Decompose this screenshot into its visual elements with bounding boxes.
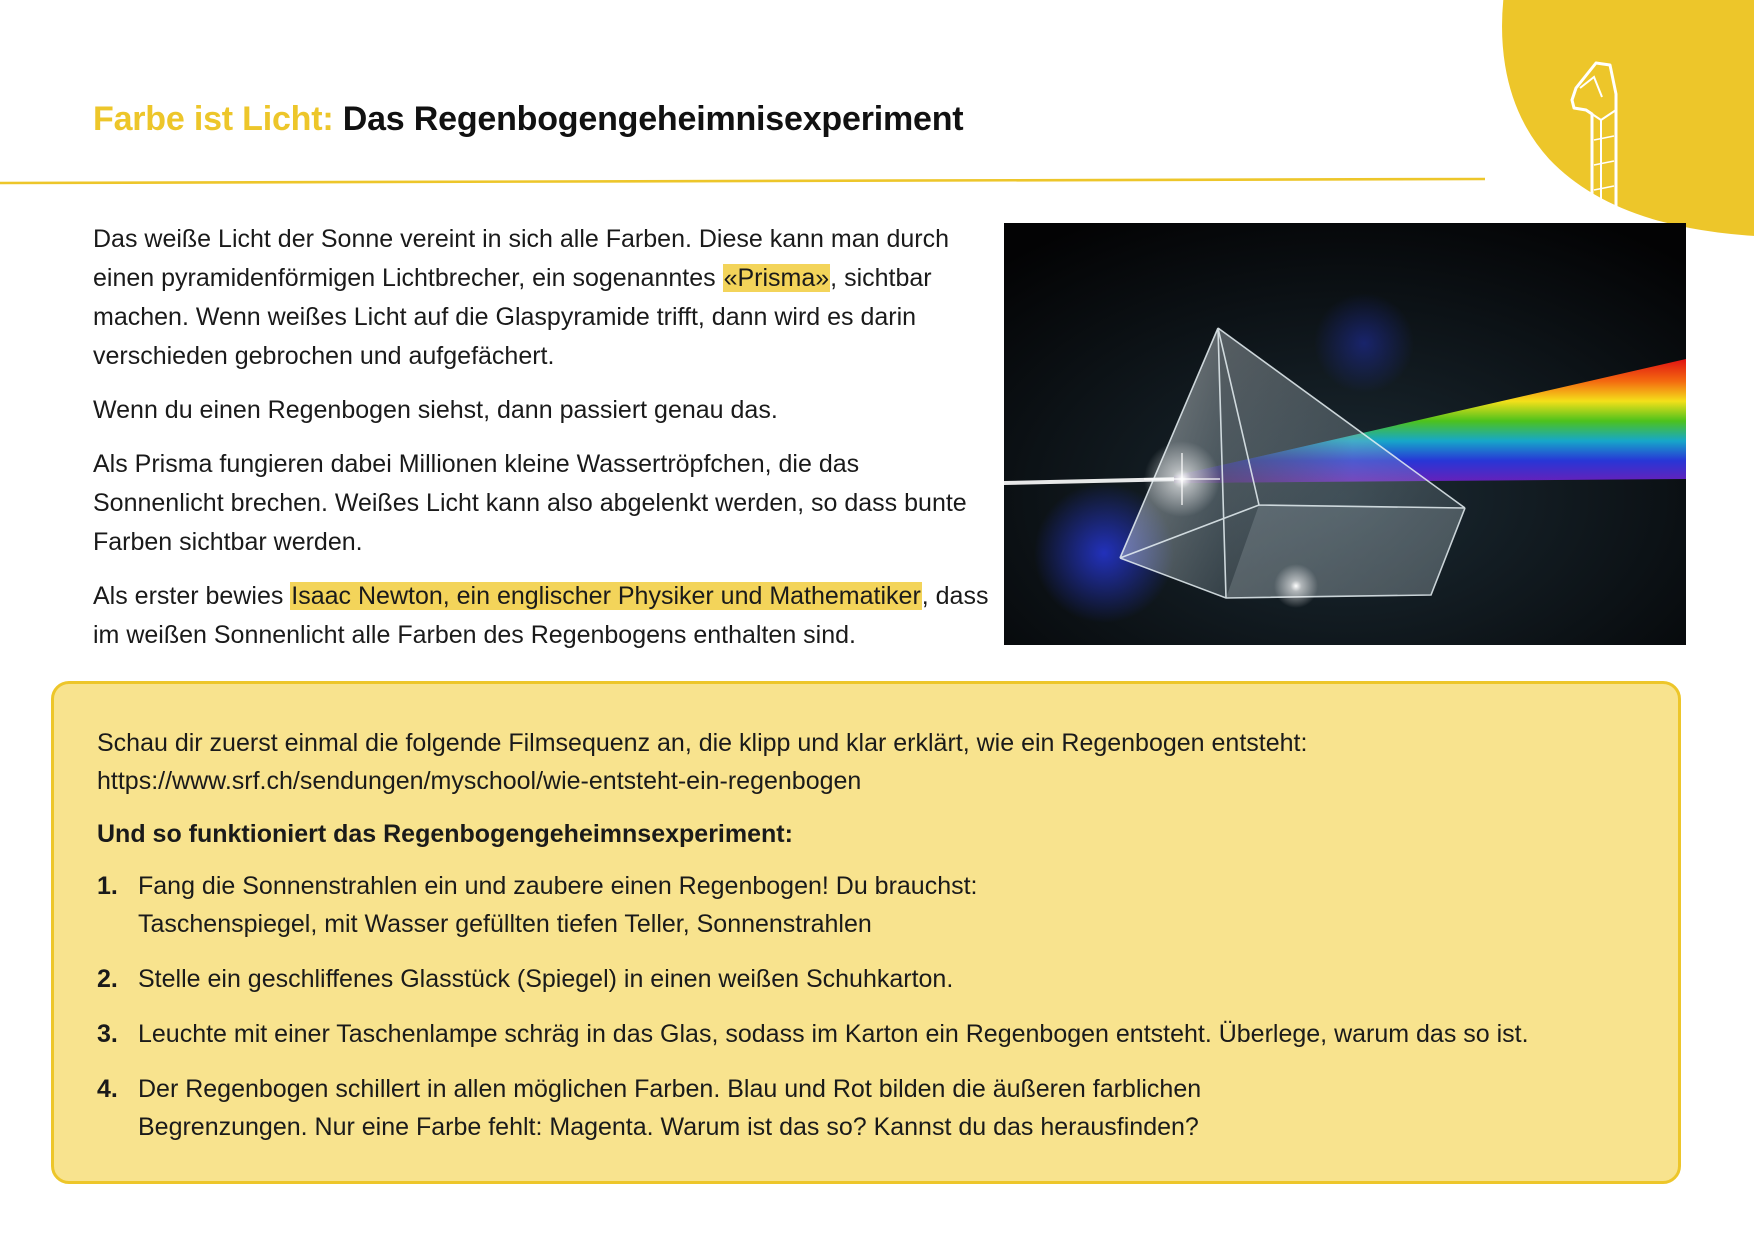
- step-text-line2: Taschenspiegel, mit Wasser gefüllten tiefen Teller, Sonnenstrahlen: [138, 910, 872, 938]
- prisma-highlight: «Prisma»: [723, 264, 830, 292]
- step-number: 2.: [97, 965, 118, 993]
- step-text: Der Regenbogen schillert in allen möglichen Farben. Blau und Rot bilden die äußeren farblichen: [138, 1075, 1202, 1103]
- intro-paragraph-4: Als erster bewies Isaac Newton, ein englischer Physiker und Mathematiker, dass im weißen Sonnenlicht alle Farben des Regenbogens enthalten sind.: [93, 582, 989, 649]
- intro-paragraph-1: Das weiße Licht der Sonne vereint in sich alle Farben. Diese kann man durch einen pyramidenförmigen Lichtbrecher, ein sogenanntes «Prisma», sichtbar machen. Wenn weißes Licht auf die Glaspyramide trifft, dann wird es darin verschieden gebrochen und aufgefächert.: [93, 225, 949, 370]
- step-text-line2: Begrenzungen. Nur eine Farbe fehlt: Magenta. Warum ist das so? Kannst du das herausfinden?: [138, 1113, 1199, 1141]
- task-box: [51, 681, 1681, 1184]
- step-2: [97, 960, 1638, 998]
- page-title: [93, 100, 963, 139]
- title-lead: Farbe ist Licht:: [93, 100, 334, 138]
- newton-highlight: Isaac Newton, ein englischer Physiker und Mathematiker: [291, 582, 921, 610]
- title-underline: [0, 177, 1485, 185]
- film-link[interactable]: https://www.srf.ch/sendungen/myschool/wie-entsteht-ein-regenbogen: [97, 767, 862, 795]
- prism-photo: [1004, 223, 1686, 645]
- intro-paragraph-2: Wenn du einen Regenbogen siehst, dann passiert genau das.: [93, 396, 778, 424]
- title-rest: Das Regenbogengeheimnisexperiment: [333, 100, 964, 138]
- step-text: Fang die Sonnenstrahlen ein und zaubere einen Regenbogen! Du brauchst:: [138, 872, 978, 900]
- step-3: [97, 1015, 1638, 1053]
- step-number: 4.: [97, 1075, 118, 1103]
- task-subtitle: Und so funktioniert das Regenbogengeheimnsexperiment:: [97, 820, 793, 848]
- step-1: [97, 867, 1638, 943]
- intro-text: [93, 220, 993, 670]
- intro-paragraph-3: Als Prisma fungieren dabei Millionen kleine Wassertröpfchen, die das Sonnenlicht brechen. Weißes Licht kann also abgelenkt werden, so dass bunte Farben sichtbar werden.: [93, 450, 967, 556]
- step-list: [97, 867, 1638, 1146]
- step-number: 1.: [97, 872, 118, 900]
- step-text: Leuchte mit einer Taschenlampe schräg in das Glas, sodass im Karton ein Regenbogen entsteht. Überlege, warum das so ist.: [138, 1020, 1529, 1048]
- task-intro: Schau dir zuerst einmal die folgende Filmsequenz an, die klipp und klar erklärt, wie ein Regenbogen entsteht:: [97, 729, 1308, 757]
- step-text: Stelle ein geschliffenes Glasstück (Spiegel) in einen weißen Schuhkarton.: [138, 965, 954, 993]
- step-number: 3.: [97, 1020, 118, 1048]
- chapter-number: 1: [1588, 177, 1596, 193]
- step-4: [97, 1070, 1638, 1146]
